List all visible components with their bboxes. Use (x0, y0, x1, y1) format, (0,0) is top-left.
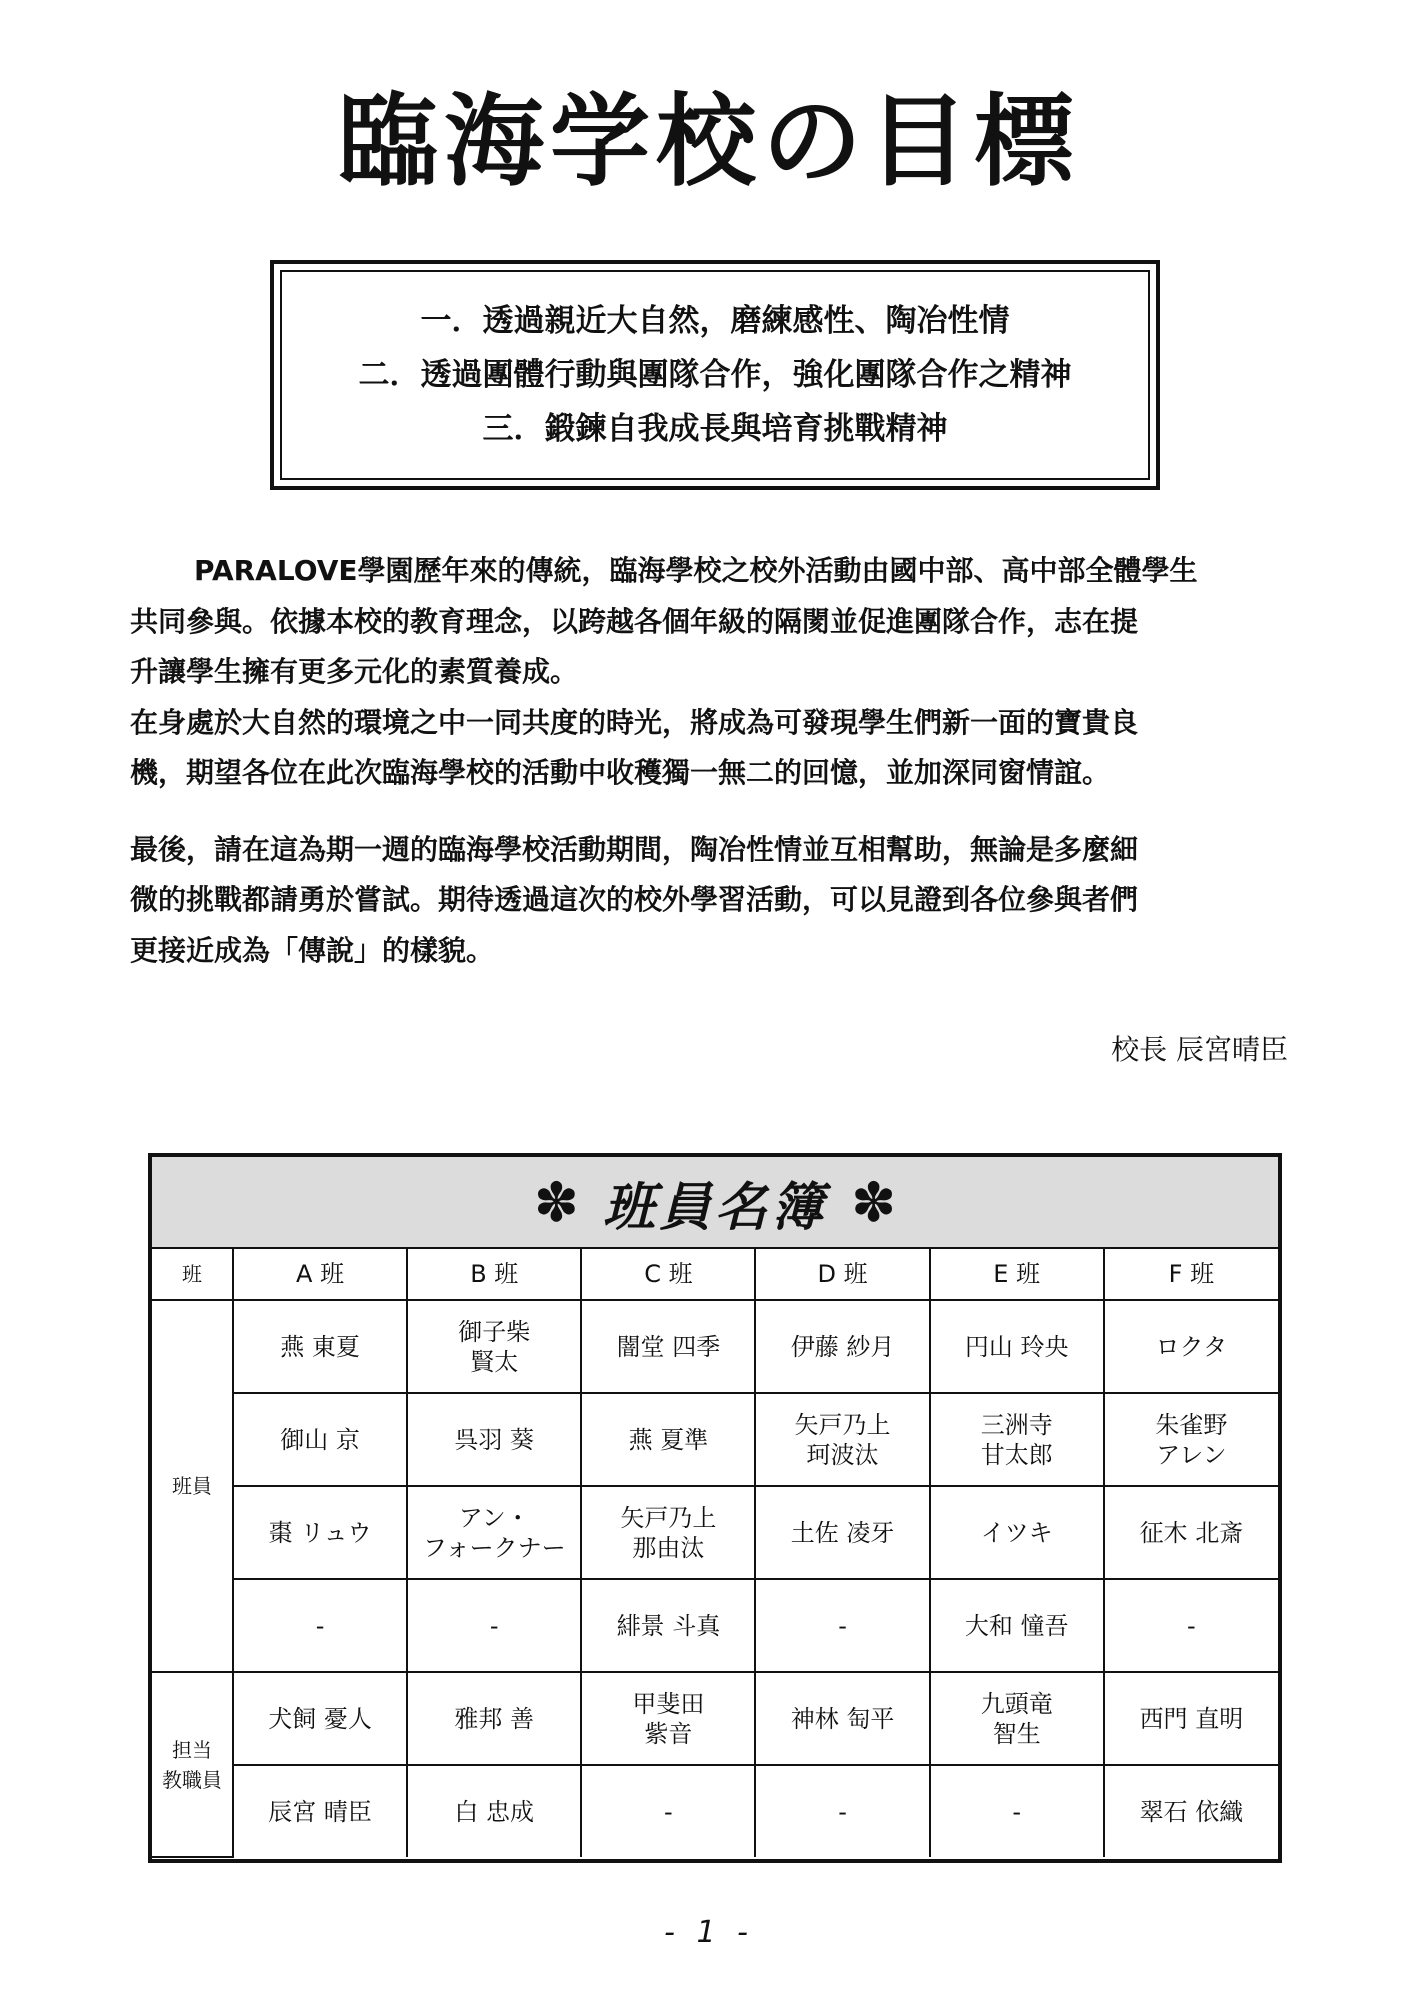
cell-text: 智生 (992, 1719, 1041, 1748)
roster-header (152, 1157, 1278, 1249)
members-row (152, 1300, 1278, 1393)
text-line: 機，期望各位在此次臨海學校的活動中收穫獨一無二的回憶，並加深同窗情誼。 (130, 756, 1111, 789)
cell-text: 矢戸乃上 (620, 1503, 717, 1532)
roster-cell (581, 1300, 755, 1393)
roster-cell (755, 1672, 929, 1765)
intro-paragraph-3 (130, 825, 1290, 977)
cell-text: イツキ (980, 1518, 1053, 1547)
cell-text: 那由汰 (632, 1533, 705, 1562)
cell-text: 紫音 (644, 1719, 693, 1748)
cell-text: 賢太 (470, 1347, 519, 1376)
roster-cell (407, 1300, 581, 1393)
cell-text: 御子柴 (458, 1317, 531, 1346)
cell-text: - (1012, 1797, 1022, 1826)
members-row (152, 1393, 1278, 1486)
cell-text: 九頭竜 (980, 1689, 1053, 1718)
goal-item: 三．鍛鍊自我成長與培育挑戰精神 (482, 411, 948, 447)
members-row (152, 1579, 1278, 1672)
cell-text: アレン (1156, 1440, 1227, 1469)
cell-text: 甲斐田 (632, 1689, 705, 1718)
roster-cell (755, 1393, 929, 1486)
cell-text: 班員 (172, 1474, 212, 1498)
cell-text: 呉羽 葵 (454, 1425, 535, 1454)
text-line: 微的挑戰都請勇於嘗試。期待透過這次的校外學習活動，可以見證到各位參與者們 (130, 883, 1139, 916)
intro-text (130, 546, 1290, 976)
page-title: 臨海学校の目標 (338, 83, 1080, 200)
staff-row (152, 1672, 1278, 1765)
roster-table (152, 1249, 1278, 1858)
cell-text: - (838, 1611, 847, 1640)
roster-cell (233, 1579, 407, 1672)
roster-cell (1104, 1486, 1278, 1579)
roster-cell (930, 1765, 1104, 1857)
text-line: 更接近成為「傳說」的樣貌。 (130, 933, 495, 967)
roster-cell (581, 1393, 755, 1486)
roster-cell (930, 1300, 1104, 1393)
cell-text: 珂波汰 (806, 1440, 879, 1469)
cell-text: 白 忠成 (454, 1797, 535, 1826)
cell-text: 西門 直明 (1139, 1704, 1244, 1733)
cell-text: - (489, 1611, 499, 1640)
cell-text: 朱雀野 (1155, 1410, 1228, 1439)
intro-paragraph-1 (130, 546, 1290, 698)
roster-cell (581, 1579, 755, 1672)
roster-cell (407, 1672, 581, 1765)
class-column-header: B 班 (407, 1249, 581, 1300)
cell-text: 神林 匋平 (790, 1704, 895, 1733)
text-line: 在身處於大自然的環境之中一同共度的時光，將成為可發現學生們新一面的寶貴良 (130, 705, 1139, 739)
roster-cell (755, 1300, 929, 1393)
class-column-header: E 班 (930, 1249, 1104, 1300)
flower-icon: ✽ (533, 1170, 579, 1234)
text-line: 升讓學生擁有更多元化的素質養成。 (130, 655, 579, 688)
goal-item: 一．透過親近大自然，磨練感性、陶冶性情 (420, 303, 1010, 339)
members-label (152, 1300, 233, 1672)
principal-signature: 校長 辰宮晴臣 (1111, 1033, 1288, 1066)
roster-cell (930, 1672, 1104, 1765)
cell-text: ロクタ (1155, 1332, 1228, 1361)
roster-cell (930, 1393, 1104, 1486)
roster-header-row (152, 1249, 1278, 1300)
cell-text: 円山 玲央 (964, 1332, 1069, 1361)
class-column-header: A 班 (233, 1249, 407, 1300)
page-number: - 1 - (664, 1915, 754, 1950)
roster-cell (581, 1765, 755, 1857)
cell-text: 担当 (172, 1737, 212, 1762)
roster-cell (233, 1393, 407, 1486)
cell-text: 土佐 凌牙 (790, 1518, 895, 1547)
roster-cell (1104, 1393, 1278, 1486)
roster-cell (407, 1765, 581, 1857)
cell-text: - (1187, 1611, 1196, 1640)
roster-cell (1104, 1579, 1278, 1672)
class-column-header: D 班 (755, 1249, 929, 1300)
cell-text: 燕 東夏 (280, 1332, 360, 1361)
cell-text: 伊藤 紗月 (790, 1332, 895, 1361)
roster-cell (407, 1486, 581, 1579)
roster-cell (233, 1765, 407, 1857)
text-line: 共同參與。依據本校的教育理念，以跨越各個年級的隔閡並促進團隊合作，志在提 (130, 604, 1139, 638)
flower-icon: ✽ (851, 1170, 897, 1234)
cell-text: 棗 リュウ (268, 1518, 372, 1547)
cell-text: 大和 憧吾 (964, 1611, 1069, 1640)
roster-cell (755, 1486, 929, 1579)
cell-text: - (315, 1611, 325, 1640)
text-line: 最後，請在這為期一週的臨海學校活動期間，陶冶性情並互相幫助，無論是多麼細 (130, 832, 1139, 866)
cell-text: 翠石 依織 (1139, 1797, 1244, 1826)
roster-cell (1104, 1300, 1278, 1393)
cell-text: - (664, 1797, 673, 1826)
cell-text: フォークナー (422, 1533, 566, 1562)
cell-text: 犬飼 憂人 (268, 1704, 372, 1733)
roster-cell (1104, 1765, 1278, 1857)
roster-title: 班員名簿 (602, 1177, 827, 1238)
roster-cell (930, 1579, 1104, 1672)
cell-text: 燕 夏準 (628, 1425, 709, 1454)
roster-cell (1104, 1672, 1278, 1765)
cell-text: 御山 京 (280, 1425, 360, 1454)
roster-cell (755, 1579, 929, 1672)
cell-text: 雅邦 善 (454, 1704, 535, 1733)
text-line: PARALOVE學園歷年來的傳統，臨海學校之校外活動由國中部、高中部全體學生 (194, 554, 1198, 587)
roster-cell (755, 1765, 929, 1857)
roster-cell (407, 1579, 581, 1672)
intro-paragraph-2 (130, 698, 1290, 799)
staff-label (152, 1672, 233, 1857)
class-roster (148, 1153, 1282, 1863)
roster-cell (581, 1486, 755, 1579)
cell-text: 矢戸乃上 (794, 1410, 891, 1439)
cell-text: アン・ (458, 1503, 530, 1532)
goal-item: 二．透過團體行動與團隊合作，強化團隊合作之精神 (358, 357, 1072, 393)
class-column-label: 班 (152, 1249, 233, 1300)
cell-text: 辰宮 晴臣 (268, 1797, 372, 1826)
cell-text: 闇堂 四季 (616, 1332, 721, 1361)
class-column-header: C 班 (581, 1249, 755, 1300)
members-row (152, 1486, 1278, 1579)
class-column-header: F 班 (1104, 1249, 1278, 1300)
roster-cell (930, 1486, 1104, 1579)
roster-cell (233, 1672, 407, 1765)
cell-text: 甘太郎 (980, 1440, 1053, 1469)
cell-text: 教職員 (162, 1767, 222, 1792)
goals-list (280, 270, 1150, 480)
cell-text: 緋景 斗真 (616, 1611, 721, 1640)
roster-cell (233, 1300, 407, 1393)
goals-box (270, 260, 1160, 490)
cell-text: - (838, 1797, 847, 1826)
cell-text: 征木 北斎 (1139, 1518, 1244, 1547)
cell-text: 三洲寺 (980, 1410, 1053, 1439)
roster-cell (581, 1672, 755, 1765)
roster-cell (233, 1486, 407, 1579)
roster-cell (407, 1393, 581, 1486)
staff-row (152, 1765, 1278, 1857)
